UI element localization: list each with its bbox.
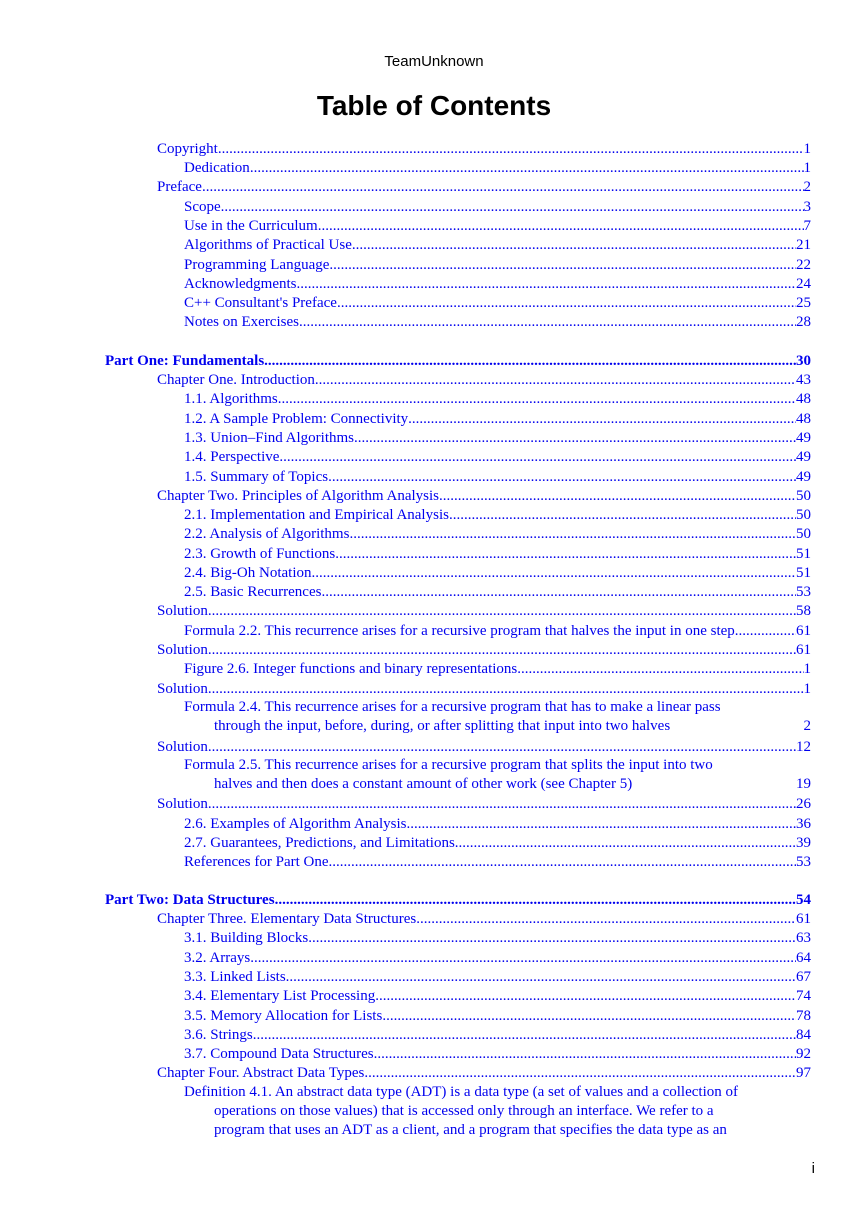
toc-entry[interactable]: 3.2. Arrays ..... 64 — [184, 949, 811, 967]
table-of-contents — [0, 140, 868, 1150]
toc-entry[interactable]: Chapter Three. Elementary Data Structures ..... 61 — [157, 910, 811, 928]
toc-entry[interactable]: 3.1. Building Blocks ..... 63 — [184, 929, 811, 947]
toc-entry[interactable]: Formula 2.2. This recurrence arises for a recursive program that halves the input in one step ..... 61 — [184, 622, 811, 640]
toc-entry[interactable]: 2.3. Growth of Functions ..... 51 — [184, 545, 811, 563]
toc-entry[interactable]: Chapter Two. Principles of Algorithm Analysis ..... 50 — [157, 487, 811, 505]
toc-entry[interactable]: 2.4. Big-Oh Notation ..... 51 — [184, 564, 811, 582]
toc-entry[interactable]: 1.3. Union–Find Algorithms ..... 49 — [184, 429, 811, 447]
toc-entry[interactable]: Solution ..... 12 — [157, 738, 811, 756]
toc-entry[interactable]: Solution ..... 58 — [157, 602, 811, 620]
toc-entry[interactable]: Chapter One. Introduction ..... 43 — [157, 371, 811, 389]
running-header: TeamUnknown — [384, 53, 484, 70]
toc-entry[interactable]: References for Part One ..... 53 — [184, 853, 811, 871]
toc-part-entry[interactable]: Part Two: Data Structures ..... 54 — [105, 891, 811, 909]
toc-entry[interactable]: Solution ..... 61 — [157, 641, 811, 659]
toc-entry[interactable]: Dedication ..... 1 — [184, 159, 811, 177]
toc-entry[interactable]: 3.3. Linked Lists ..... 67 — [184, 968, 811, 986]
toc-entry[interactable]: 1.2. A Sample Problem: Connectivity ..... 48 — [184, 410, 811, 428]
toc-entry[interactable]: 3.4. Elementary List Processing ..... 74 — [184, 987, 811, 1005]
page-number: i — [811, 1160, 815, 1177]
toc-entry[interactable]: Preface ..... 2 — [157, 178, 811, 196]
toc-part-entry[interactable]: Part One: Fundamentals ..... 30 — [105, 352, 811, 370]
toc-entry-multiline[interactable]: Definition 4.1. An abstract data type (ADT) is a data type (a set of values and a collection of operations on those values) that is accessed only through an interface. We refer to a program that uses an ADT as a client, and a program that specifies the data type as an — [184, 1084, 738, 1138]
page-title: Table of Contents — [316, 90, 552, 121]
toc-entry[interactable]: 2.7. Guarantees, Predictions, and Limitations ..... 39 — [184, 834, 811, 852]
toc-entry[interactable]: 2.2. Analysis of Algorithms ..... 50 — [184, 525, 811, 543]
toc-entry[interactable]: Algorithms of Practical Use ..... 21 — [184, 236, 811, 254]
toc-entry[interactable]: Solution ..... 26 — [157, 795, 811, 813]
toc-entry[interactable]: Programming Language ..... 22 — [184, 256, 811, 274]
toc-entry-multiline[interactable]: Formula 2.5. This recurrence arises for a recursive program that splits the input into two halves and then does a constant amount of other work (see Chapter 5) 19 — [184, 757, 811, 792]
toc-entry[interactable]: 2.1. Implementation and Empirical Analysis ..... 50 — [184, 506, 811, 524]
toc-entry[interactable]: 1.5. Summary of Topics ..... 49 — [184, 468, 811, 486]
toc-entry[interactable]: 1.1. Algorithms ..... 48 — [184, 390, 811, 408]
toc-entry[interactable]: 2.5. Basic Recurrences ..... 53 — [184, 583, 811, 601]
toc-entry[interactable]: 3.6. Strings ..... 84 — [184, 1026, 811, 1044]
toc-entry[interactable]: Chapter Four. Abstract Data Types ..... 97 — [157, 1064, 811, 1082]
toc-entry[interactable]: 3.7. Compound Data Structures ..... 92 — [184, 1045, 811, 1063]
toc-entry[interactable]: 3.5. Memory Allocation for Lists ..... 78 — [184, 1007, 811, 1025]
toc-entry[interactable]: Use in the Curriculum ..... 7 — [184, 217, 811, 235]
toc-entry[interactable]: Solution ..... 1 — [157, 680, 811, 698]
toc-entry[interactable]: Copyright ..... 1 — [157, 140, 811, 158]
toc-entry[interactable]: 1.4. Perspective ..... 49 — [184, 448, 811, 466]
toc-entry[interactable]: Notes on Exercises ..... 28 — [184, 313, 811, 331]
toc-entry[interactable]: C++ Consultant's Preface ..... 25 — [184, 294, 811, 312]
toc-entry[interactable]: Acknowledgments ..... 24 — [184, 275, 811, 293]
toc-entry[interactable]: Figure 2.6. Integer functions and binary representations ..... 1 — [184, 660, 811, 678]
toc-entry-multiline[interactable]: Formula 2.4. This recurrence arises for a recursive program that has to make a linear pass through the input, before, during, or after splitting that input into two halves 2 — [184, 699, 811, 734]
toc-entry[interactable]: 2.6. Examples of Algorithm Analysis ..... 36 — [184, 815, 811, 833]
toc-entry[interactable]: Scope ..... 3 — [184, 198, 811, 216]
